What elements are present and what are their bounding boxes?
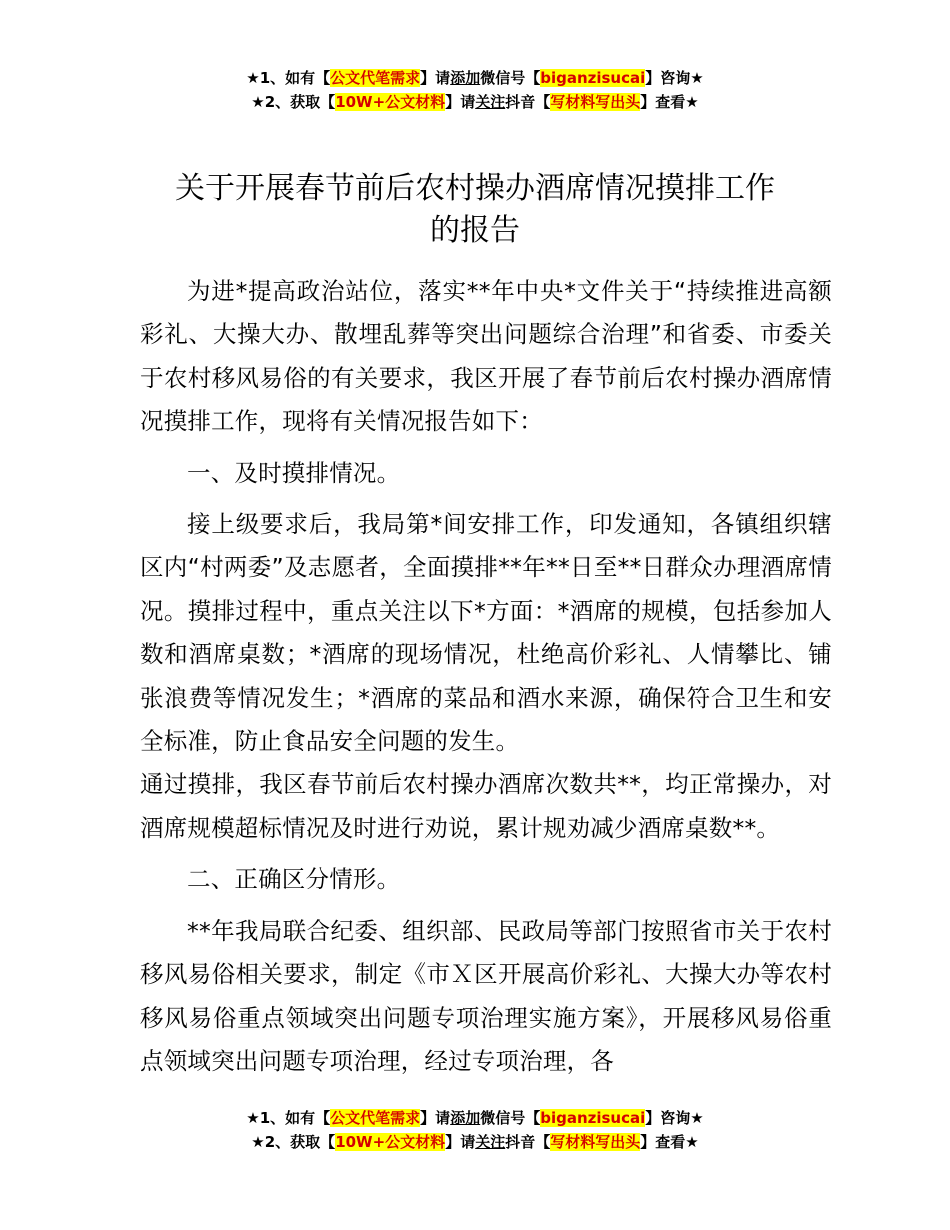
highlight-douyin: 写材料写出头 <box>550 1133 641 1151</box>
banner-text: 抖音【 <box>505 93 551 111</box>
underlined-text: 关注 <box>475 93 506 111</box>
banner-text: 】查看★ <box>640 93 699 111</box>
highlight-service: 公文代笔需求 <box>330 69 421 87</box>
banner-text: 】请 <box>445 93 476 111</box>
banner-line-2 <box>0 1130 950 1154</box>
title-line-2: 的报告 <box>430 213 520 248</box>
banner-text: 】请 <box>420 69 451 87</box>
section-1-paragraph-2: 通过摸排，我区春节前后农村操办酒席次数共**，均正常操办，对酒席规模超标情况及时进行劝说，累计规劝减少酒席桌数**。 <box>140 770 832 842</box>
section-1-paragraph: 接上级要求后，我局第*间安排工作，印发通知，各镇组织辖区内“村两委”及志愿者，全面摸排**年**日至**日群众办理酒席情况。摸排过程中，重点关注以下*方面：*酒席的规模，包括参加人数和酒席桌数；*酒席的现场情况，杜绝高价彩礼、人情攀比、铺张浪费等情况发生；*酒席的菜品和酒水来源，确保符合卫生和安全标准，防止食品安全问题的发生。 <box>140 510 832 756</box>
banner-text: 】请 <box>445 1133 476 1151</box>
banner-text: 抖音【 <box>505 1133 551 1151</box>
highlight-wechat-id: biganzisucai <box>540 1109 646 1127</box>
title-line-1: 关于开展春节前后农村操办酒席情况摸排工作 <box>175 171 775 206</box>
banner-line-2 <box>0 90 950 114</box>
banner-text: 】咨询★ <box>645 1109 704 1127</box>
underlined-text: 关注 <box>475 1133 506 1151</box>
section-2-heading: 二、正确区分情形。 <box>187 865 401 894</box>
banner-line-1 <box>0 1106 950 1130</box>
banner-text: 】咨询★ <box>645 69 704 87</box>
highlight-wechat-id: biganzisucai <box>540 69 646 87</box>
highlight-materials: 10W+公文材料 <box>335 93 446 111</box>
banner-text: 微信号【 <box>480 1109 541 1127</box>
highlight-douyin: 写材料写出头 <box>550 93 641 111</box>
header-banner <box>0 66 950 114</box>
banner-text: ★1、如有【 <box>246 1109 331 1127</box>
section-2-paragraph: **年我局联合纪委、组织部、民政局等部门按照省市关于农村移风易俗相关要求，制定《市Ｘ区开展高价彩礼、大操大办等农村移风易俗重点领域突出问题专项治理实施方案》，开展移风易俗重点领域突出问题专项治理，经过专项治理，各 <box>140 916 832 1075</box>
banner-text: 】查看★ <box>640 1133 699 1151</box>
banner-text: ★2、获取【 <box>251 1133 336 1151</box>
banner-text: 微信号【 <box>480 69 541 87</box>
highlight-service: 公文代笔需求 <box>330 1109 421 1127</box>
banner-text: 】请 <box>420 1109 451 1127</box>
highlight-materials: 10W+公文材料 <box>335 1133 446 1151</box>
document-title <box>0 168 950 252</box>
section-1-heading: 一、及时摸排情况。 <box>187 458 401 487</box>
underlined-text: 添加 <box>450 1109 481 1127</box>
banner-text: ★1、如有【 <box>246 69 331 87</box>
banner-line-1 <box>0 66 950 90</box>
document-body <box>140 270 832 1083</box>
banner-text: ★2、获取【 <box>251 93 336 111</box>
intro-paragraph: 为进*提高政治站位，落实**年中央*文件关于“持续推进高额彩礼、大操大办、散埋乱葬等突出问题综合治理”和省委、市委关于农村移风易俗的有关要求，我区开展了春节前后农村操办酒席情况摸排工作，现将有关情况报告如下： <box>140 277 832 436</box>
underlined-text: 添加 <box>450 69 481 87</box>
footer-banner <box>0 1106 950 1154</box>
